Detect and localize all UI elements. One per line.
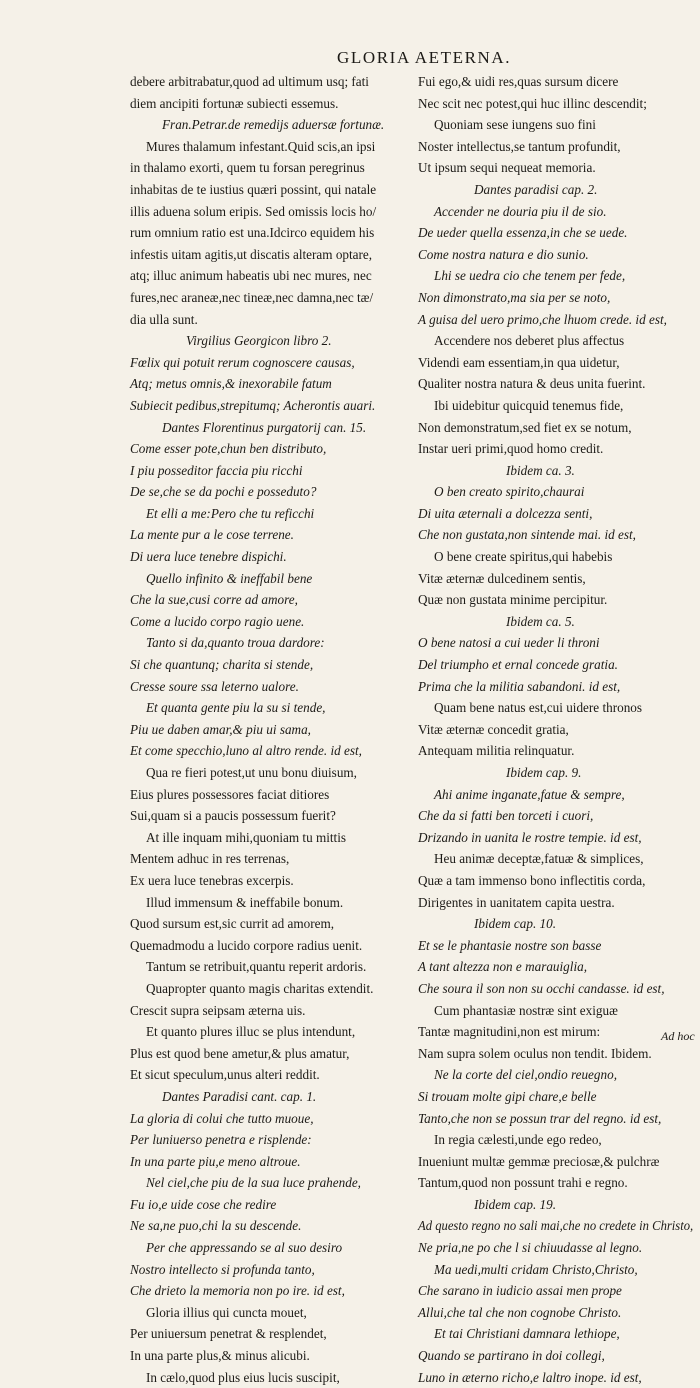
- running-head: GLORIA AETERNA.: [337, 48, 512, 67]
- text-line: Mentem adhuc in res terrenas,: [130, 851, 290, 867]
- text-line: Accender ne douria piu il de sio.: [434, 203, 607, 219]
- text-line: Quoniam sese iungens suo fini: [434, 117, 596, 133]
- text-line: Fu io,e uide cose che redire: [130, 1196, 277, 1212]
- text-line: Antequam militia relinquatur.: [418, 743, 575, 759]
- text-line: Eius plures possessores faciat ditiores: [130, 786, 330, 802]
- text-line: Dantes Paradisi cant. cap. 1.: [162, 1088, 317, 1104]
- text-line: Vitæ æternæ concedit gratia,: [418, 721, 569, 737]
- text-line: In una parte piu,e meno altroue.: [130, 1153, 301, 1169]
- text-line: Plus est quod bene ametur,& plus amatur,: [130, 1045, 350, 1061]
- text-line: Ibidem ca. 5.: [506, 613, 575, 629]
- text-line: Che sarano in iudicio assai men prope: [418, 1283, 622, 1299]
- page-header: [0, 48, 700, 72]
- text-line: In cælo,quod plus eius lucis suscipit,: [146, 1369, 340, 1385]
- text-line: A tant altezza non e marauiglia,: [418, 959, 587, 975]
- text-line: Nam supra solem oculus non tendit. Ibidem.: [418, 1045, 652, 1061]
- text-line: Luno in æterno richo,e laltro inope. id est,: [418, 1369, 642, 1385]
- text-line: Che la sue,cusi corre ad amore,: [130, 592, 298, 608]
- text-line: Ibidem cap. 9.: [506, 765, 582, 780]
- text-line: Tanto,che non se possun trar del regno. id est,: [418, 1110, 662, 1126]
- text-line: Quello infinito & ineffabil bene: [146, 570, 313, 586]
- text-line: Tanto si da,quanto troua dardore:: [146, 635, 325, 651]
- text-line: in thalamo exorti, quem tu forsan peregrinus: [130, 160, 365, 176]
- text-line: Et quanto plures illuc se plus intendunt,: [146, 1024, 356, 1040]
- text-line: Gloria illius qui cuncta mouet,: [146, 1304, 307, 1320]
- text-line: O bene natosi a cui ueder li throni: [418, 635, 600, 651]
- text-line: La mente pur a le cose terrene.: [130, 527, 294, 543]
- text-line: fures,nec araneæ,nec tineæ,nec damna,nec tæ/: [130, 289, 374, 305]
- text-line: atq; illuc animum habeatis ubi nec mures, nec: [130, 268, 372, 284]
- text-line: Videndi eam essentiam,in qua uidetur,: [418, 354, 620, 370]
- text-line: Che da si fatti ben torceti i cuori,: [418, 808, 594, 824]
- text-line: Qua re fieri potest,ut unu bonu diuisum,: [146, 765, 357, 780]
- text-line: Fœlix qui potuit rerum cognoscere causas,: [130, 354, 355, 370]
- text-line: Per uniuersum penetrat & resplendet,: [130, 1326, 327, 1342]
- text-line: Et quanta gente piu la su si tende,: [146, 700, 326, 716]
- text-line: Accendere nos deberet plus affectus: [434, 333, 625, 349]
- text-line: I piu posseditor faccia piu ricchi: [130, 462, 303, 478]
- text-line: Et come specchio,luno al altro rende. id est,: [130, 743, 362, 759]
- text-line: Ma uedi,multi cridam Christo,Christo,: [434, 1261, 638, 1277]
- text-line: Ahi anime inganate,fatue & sempre,: [434, 786, 625, 802]
- text-line: La gloria di colui che tutto muoue,: [130, 1110, 314, 1126]
- text-line: Ne pria,ne po che l si chiuudasse al legno.: [418, 1240, 643, 1256]
- text-line: Come a lucido corpo ragio uene.: [130, 613, 305, 629]
- text-line: At ille inquam mihi,quoniam tu mittis: [146, 829, 347, 845]
- text-line: Come nostra natura e dio sunio.: [418, 246, 589, 262]
- text-line: Ad questo regno no sali mai,che no credete in Christo,: [418, 1218, 694, 1234]
- catchword: Ad hoc: [661, 1029, 695, 1043]
- text-line: Qualiter nostra natura & deus unita fuerint.: [418, 376, 646, 392]
- text-line: Nel ciel,che piu de la sua luce prahende,: [146, 1175, 361, 1191]
- text-line: diem ancipiti fortunæ subiecti essemus.: [130, 95, 339, 111]
- text-line: Ex uera luce tenebras excerpis.: [130, 872, 294, 888]
- text-line: Ibi uidebitur quicquid tenemus fide,: [434, 397, 624, 413]
- text-line: debere arbitrabatur,quod ad ultimum usq; fati: [130, 74, 369, 89]
- text-line: Drizando in uanita le rostre tempie. id est,: [418, 829, 642, 845]
- text-line: Ne sa,ne puo,chi la su descende.: [130, 1218, 302, 1234]
- text-line: Quam bene natus est,cui uidere thronos: [434, 700, 643, 716]
- text-line: Et se le phantasie nostre son basse: [418, 937, 602, 953]
- text-line: Instar ueri primi,quod homo credit.: [418, 441, 604, 457]
- text-line: rum omnium ratio est una.Idcirco equidem his: [130, 225, 375, 241]
- text-line: In regia cælesti,unde ego redeo,: [434, 1132, 602, 1148]
- right-column: [418, 71, 693, 1388]
- text-line: Dirigentes in uanitatem capita uestra.: [418, 894, 615, 910]
- text-line: Ut ipsum sequi nequeat memoria.: [418, 160, 596, 176]
- text-line: infestis uitam agitis,ut discatis alteram optare,: [130, 246, 373, 262]
- text-line: Et sicut speculum,unus alteri reddit.: [130, 1067, 320, 1083]
- text-line: Atq; metus omnis,& inexorabile fatum: [130, 376, 332, 392]
- text-line: Ibidem cap. 19.: [474, 1196, 557, 1212]
- text-line: Di uita æternali a dolcezza senti,: [418, 505, 593, 521]
- text-line: Per che appressando se al suo desiro: [146, 1240, 343, 1256]
- text-line: Tantum se retribuit,quantu reperit ardoris.: [146, 959, 367, 975]
- text-line: Quæ a tam immenso bono inflectitis corda,: [418, 872, 646, 888]
- text-line: Per luniuerso penetra e risplende:: [130, 1132, 312, 1148]
- text-line: Allui,che tal che non cognobe Christo.: [418, 1304, 622, 1320]
- text-line: Tantum,quod non possunt trahi e regno.: [418, 1175, 628, 1191]
- text-line: Illud immensum & ineffabile bonum.: [146, 894, 344, 910]
- text-line: Quapropter quanto magis charitas extendit.: [146, 980, 374, 996]
- text-line: Crescit supra seipsam æterna uis.: [130, 1002, 306, 1018]
- text-line: Quando se partirano in doi collegi,: [418, 1348, 605, 1364]
- text-line: Et elli a me:Pero che tu reficchi: [146, 505, 315, 521]
- text-line: illis aduena solum eripis. Sed omissis locis ho/: [130, 203, 377, 219]
- text-line: Di uera luce tenebre dispichi.: [130, 549, 287, 565]
- text-line: O ben creato spirito,chaurai: [434, 484, 585, 500]
- text-line: Si che quantunq; charita si stende,: [130, 657, 314, 673]
- text-line: Si trouam molte gipi chare,e belle: [418, 1088, 597, 1104]
- text-line: Che soura il son non su occhi candasse. id est,: [418, 980, 665, 996]
- text-line: Fui ego,& uidi res,quas sursum dicere: [418, 74, 619, 89]
- text-line: Inueniunt multæ gemmæ preciosæ,& pulchræ: [418, 1153, 660, 1169]
- text-line: Cresse soure ssa leterno ualore.: [130, 678, 299, 694]
- text-line: Cum phantasiæ nostræ sint exiguæ: [434, 1002, 618, 1018]
- text-line: Quod sursum est,sic currit ad amorem,: [130, 916, 334, 932]
- text-line: Mures thalamum infestant.Quid scis,an ipsi: [146, 138, 376, 154]
- text-line: Nec scit nec potest,qui huc illinc descendit;: [418, 95, 647, 111]
- text-line: Heu animæ deceptæ,fatuæ & simplices,: [434, 851, 644, 867]
- left-column: [130, 71, 408, 1388]
- text-line: Lhi se uedra cio che tenem per fede,: [434, 268, 626, 284]
- text-line: O bene create spiritus,qui habebis: [434, 549, 613, 565]
- text-line: Quæ non gustata minime percipitur.: [418, 592, 608, 608]
- text-line: Quemadmodu a lucido corpore radius uenit.: [130, 937, 363, 953]
- text-line: Prima che la militia sabandoni. id est,: [418, 678, 621, 694]
- text-line: Non dimonstrato,ma sia per se noto,: [418, 289, 611, 305]
- text-line: Come esser pote,chun ben distributo,: [130, 441, 327, 457]
- text-line: A guisa del uero primo,che lhuom crede. id est,: [418, 311, 667, 327]
- text-line: De se,che se da pochi e posseduto?: [130, 484, 317, 500]
- text-line: inhabitas de te iustius quæri possint, qui natale: [130, 181, 377, 197]
- text-line: In una parte plus,& minus alicubi.: [130, 1348, 310, 1364]
- text-line: Fran.Petrar.de remedijs aduersæ fortunæ.: [162, 117, 385, 133]
- text-line: Ne la corte del ciel,ondio reuegno,: [434, 1067, 617, 1083]
- text-line: Ibidem ca. 3.: [506, 462, 575, 478]
- text-line: Sui,quam si a paucis possessum fuerit?: [130, 808, 336, 824]
- text-line: Et tai Christiani damnara lethiope,: [434, 1326, 620, 1342]
- text-line: De ueder quella essenza,in che se uede.: [418, 225, 628, 241]
- text-line: Nostro intellecto si profunda tanto,: [130, 1261, 315, 1277]
- text-line: Del triumpho et ernal concede gratia.: [418, 657, 618, 673]
- text-line: Non demonstratum,sed fiet ex se notum,: [418, 419, 632, 435]
- text-line: Noster intellectus,se tantum profundit,: [418, 138, 621, 154]
- text-line: Che drieto la memoria non po ire. id est,: [130, 1283, 345, 1299]
- text-line: Subiecit pedibus,strepitumq; Acherontis auari.: [130, 397, 376, 413]
- text-line: Virgilius Georgicon libro 2.: [186, 333, 332, 349]
- text-line: Dantes Florentinus purgatorij can. 15.: [162, 419, 367, 435]
- text-line: Vitæ æternæ dulcedinem sentis,: [418, 570, 586, 586]
- text-line: Tantæ magnitudini,non est mirum:: [418, 1024, 601, 1040]
- text-line: Che non gustata,non sintende mai. id est,: [418, 527, 636, 543]
- text-line: Ibidem cap. 10.: [474, 916, 557, 932]
- text-line: Piu ue daben amar,& piu ui sama,: [130, 721, 311, 737]
- text-line: dia ulla sunt.: [130, 311, 198, 327]
- text-line: Dantes paradisi cap. 2.: [474, 181, 598, 197]
